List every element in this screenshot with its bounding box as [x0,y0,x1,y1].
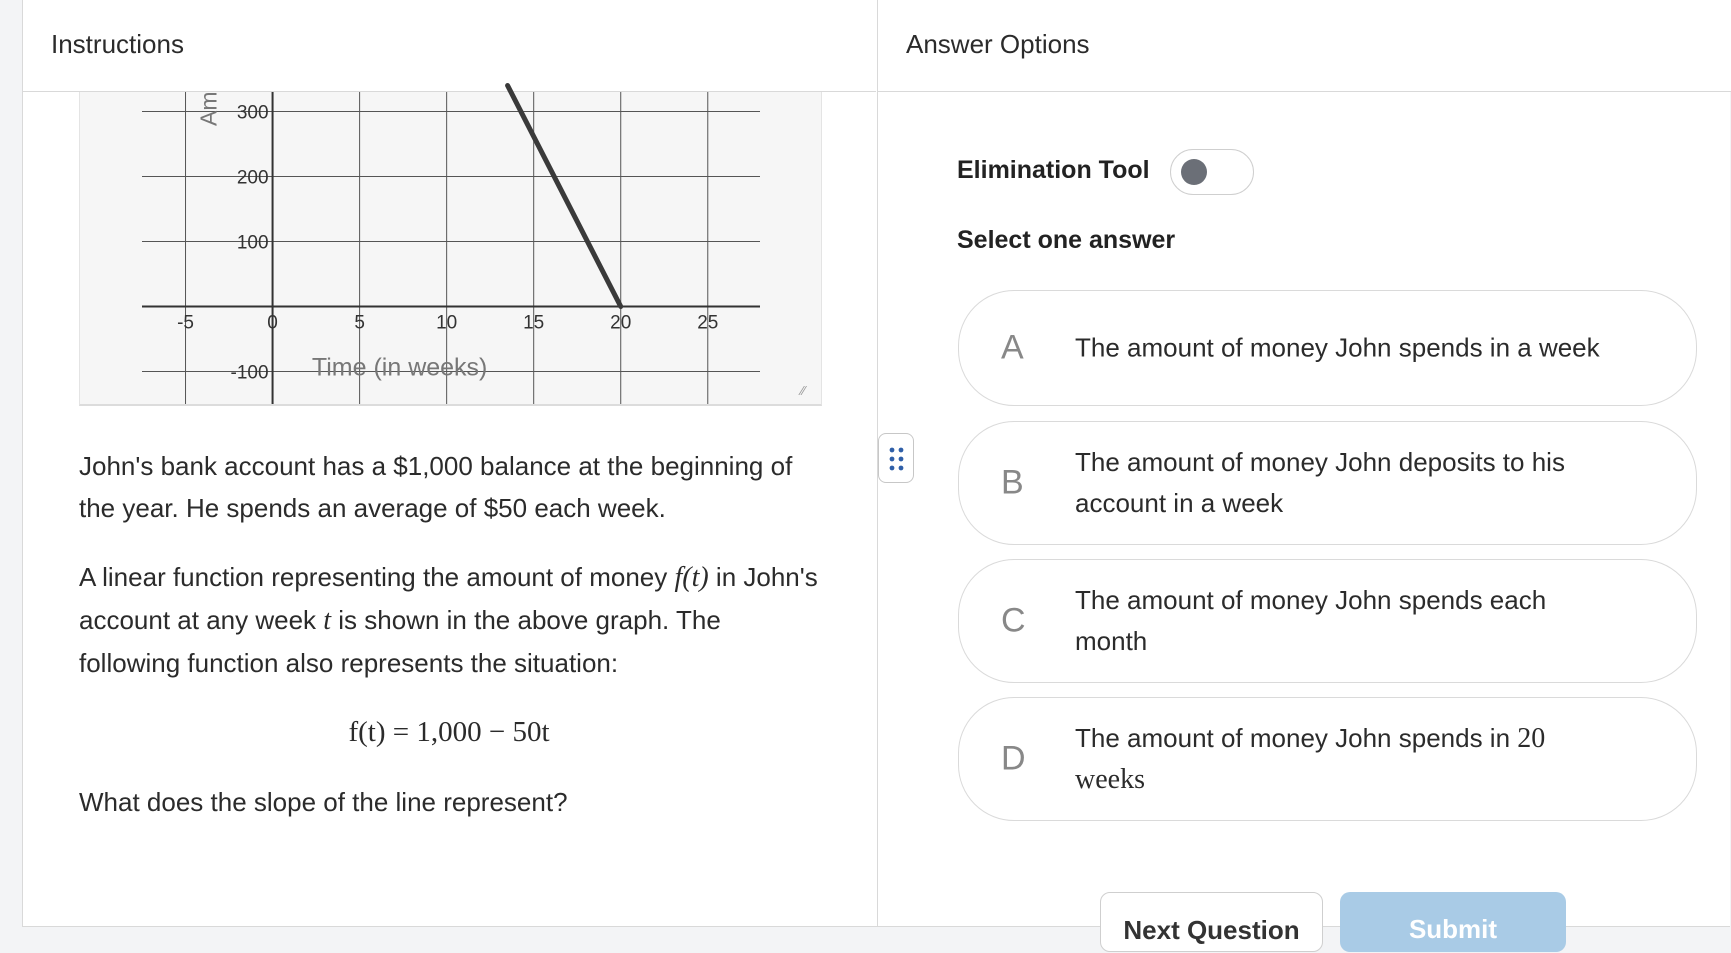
y-tick-label: 200 [236,167,269,189]
x-axis-label: Time (in weeks) [311,353,488,382]
y-tick-label: 100 [236,232,269,254]
y-tick-label: 300 [236,102,269,124]
x-tick-label: 15 [523,312,545,334]
answer-option-a[interactable] [958,290,1697,406]
problem-paragraph-1: John's bank account has a $1,000 balance at the beginning of the year. He spends an average of $50 each week. [79,451,793,523]
option-text: The amount of money John spends each month [1075,585,1547,656]
x-tick-label: 0 [267,312,278,334]
function-equation: f(t) = 1,000 − 50t [348,716,550,748]
instructions-pane [23,0,876,926]
option-letter: D [1001,739,1026,778]
answer-option-c[interactable] [958,559,1697,683]
toggle-knob [1181,159,1207,185]
y-tick-label: -100 [230,362,269,384]
instructions-title: Instructions [51,29,184,59]
x-tick-label: 5 [354,312,365,334]
option-letter: A [1001,328,1024,367]
problem-text [79,445,819,850]
x-tick-label: 20 [610,312,632,334]
submit-label: Submit [1408,914,1498,944]
option-text: The amount of money John deposits to his account in a week [1075,447,1565,518]
app-frame [22,0,1730,945]
option-text: The amount of money John spends in 20 weeks [1075,723,1546,795]
pane-resize-handle[interactable] [878,433,914,483]
y-axis-label: Am [195,91,222,126]
option-text: The amount of money John spends in a week [1075,332,1600,363]
instructions-header [23,0,876,92]
next-question-button[interactable] [1100,892,1323,952]
answer-option-b[interactable] [958,421,1697,545]
option-letter: C [1001,601,1026,640]
question-text: What does the slope of the line represent? [79,787,568,817]
line-graph [80,92,821,404]
problem-paragraph-2: A linear function representing the amount of money f(t) in John's account at any week t is shown in the above graph. The following function also represents the situation: [79,562,818,678]
drag-dots-icon [889,447,905,471]
answer-option-d[interactable] [958,697,1697,821]
resize-handle-icon[interactable]: ∕∕ [801,383,806,398]
elimination-tool-toggle[interactable] [1170,149,1254,195]
x-tick-label: 10 [436,312,458,334]
elimination-tool-label: Elimination Tool [957,156,1150,184]
data-line [508,86,621,307]
x-tick-label: -5 [177,312,194,334]
submit-button[interactable] [1340,892,1566,952]
x-tick-label: 25 [697,312,719,334]
select-one-answer-label: Select one answer [957,226,1176,254]
option-letter: B [1001,463,1024,502]
graph-card [79,92,822,406]
answer-options-pane [877,0,1731,945]
answer-options-title: Answer Options [906,29,1090,59]
next-question-label: Next Question [1123,915,1300,945]
answer-options-header [878,0,1731,92]
